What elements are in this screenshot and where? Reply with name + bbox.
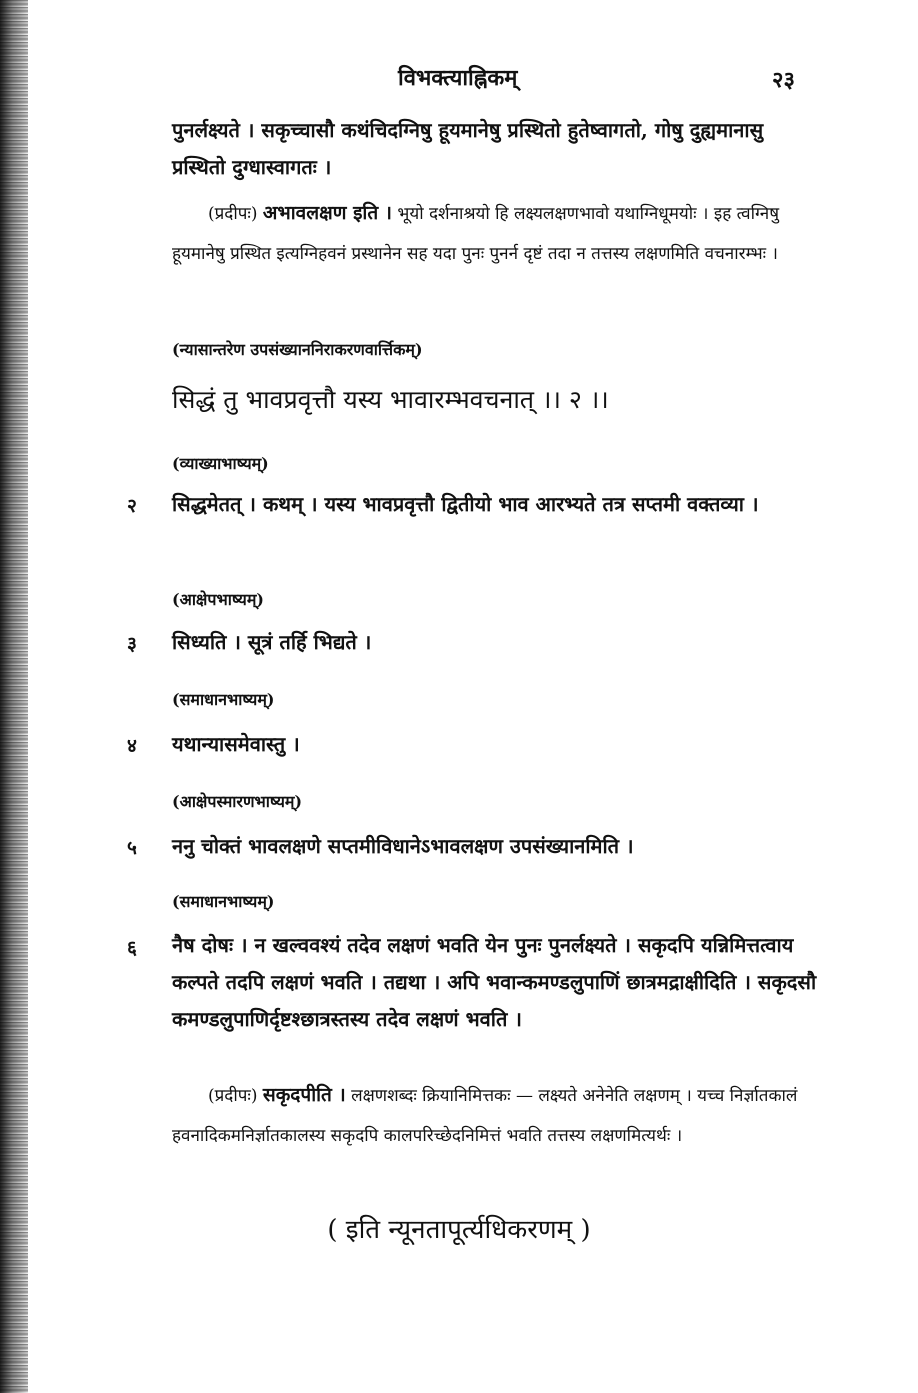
pradipa-label: (प्रदीपः) <box>208 1086 258 1106</box>
section-heading: (समाधानभाष्यम्) <box>172 892 275 911</box>
pradipa-lead-word: सकृदपीति । <box>262 1084 346 1106</box>
vartika-heading: (न्यासान्तरेण उपसंख्याननिराकरणवार्त्तिकम्) <box>172 340 423 359</box>
section-text: ननु चोक्तं भावलक्षणे सप्तमीविधानेऽभावलक्षण उपसंख्यानमिति । <box>172 834 634 858</box>
pradipa-commentary-1 <box>172 193 822 274</box>
pradipa-commentary-2 <box>172 1075 822 1156</box>
section-text: नैष दोषः । न खल्ववश्यं तदेव लक्षणं भवति येन पुनः पुनर्लक्ष्यते । सकृदपि यन्निमित्तत्वाय कल्पते तदपि लक्षणं भवति । तद्यथा । अपि भवान्कमण्डलुपाणिं छात्रमद्राक्षीदिति । सकृदसौ कमण्डलुपाणिर्दृष्टश्छात्रस्तस्य तदेव लक्षणं भवति । <box>172 933 817 1031</box>
pradipa-text: भूयो दर्शनाश्रयो हि लक्ष्यलक्षणभावो यथाग्निधूमयोः । इह त्वग्निषु हूयमानेषु प्रस्थित इत्यग्निहवनं प्रस्थानेन सह यदा पुनः पुनर्न दृष्टं तदा न तत्तस्य लक्षणमिति वचनारम्भः । <box>172 204 780 264</box>
vartika-sutra: सिद्धं तु भावप्रवृत्तौ यस्य भावारम्भवचनात् ।। २ ।। <box>172 385 609 414</box>
section-heading: (व्याख्याभाष्यम्) <box>172 454 269 473</box>
intro-passage: पुनर्लक्ष्यते । सकृच्चासौ कथंचिदग्निषु हूयमानेषु प्रस्थितो हुतेष्वागतो, गोषु दुह्यमानासु प्रस्थितो दुग्धास्वागतः । <box>172 118 764 179</box>
pradipa-label: (प्रदीपः) <box>208 204 258 224</box>
section-number: ४ <box>127 735 137 757</box>
section-number: ३ <box>127 633 137 655</box>
pradipa-text: लक्षणशब्दः क्रियानिमित्तकः — लक्ष्यते अनेनेति लक्षणम् । यच्च निर्ज्ञातकालं हवनादिकमनिर्ज्ञातकालस्य सकृदपि कालपरिच्छेदनिमित्तं भवति तत्तस्य लक्षणमित्यर्थः । <box>172 1086 798 1146</box>
section-number: २ <box>127 495 137 517</box>
section-heading: (आक्षेपस्मारणभाष्यम्) <box>172 792 303 811</box>
section-number: ५ <box>127 837 137 859</box>
section-heading: (आक्षेपभाष्यम्) <box>172 590 264 609</box>
chapter-conclusion: ( इति न्यूनतापूर्त्यधिकरणम् ) <box>327 1215 591 1245</box>
section-number: ६ <box>127 937 137 959</box>
section-text: सिद्धमेतत् । कथम् । यस्य भावप्रवृत्तौ द्वितीयो भाव आरभ्यते तत्र सप्तमी वक्तव्या । <box>172 492 759 516</box>
section-text: यथान्यासमेवास्तु । <box>172 732 300 756</box>
section-text: सिध्यति । सूत्रं तर्हि भिद्यते । <box>172 630 372 654</box>
scan-edge-shadow <box>0 0 28 1393</box>
page-number: २३ <box>772 67 795 93</box>
pradipa-lead-word: अभावलक्षण इति । <box>262 202 392 224</box>
running-title: विभक्त्याह्निकम् <box>398 65 518 91</box>
section-heading: (समाधानभाष्यम्) <box>172 690 275 709</box>
